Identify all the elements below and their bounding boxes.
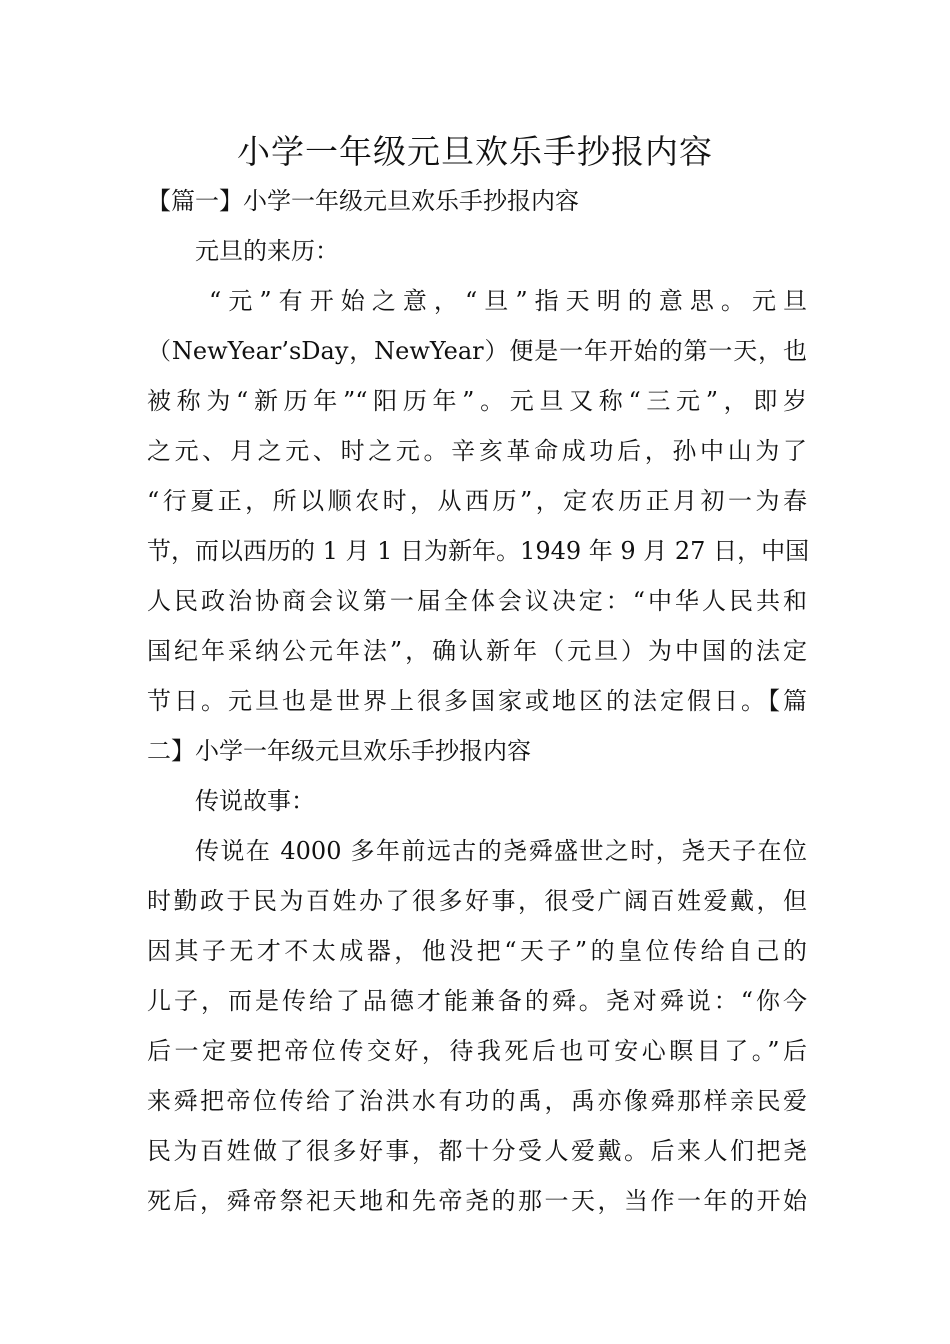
document-title: 小学一年级元旦欢乐手抄报内容 (237, 132, 713, 171)
paragraph-line: 民为百姓做了很多好事，都十分受人爱戴。后来人们把尧 (147, 1137, 807, 1165)
paragraph-line: 节日。元旦也是世界上很多国家或地区的法定假日。【篇 (147, 687, 807, 715)
section-heading-2: 二】小学一年级元旦欢乐手抄报内容 (147, 737, 531, 765)
paragraph-line: 时勤政于民为百姓办了很多好事，很受广阔百姓爱戴，但 (147, 887, 807, 915)
paragraph-line: 之元、月之元、时之元。辛亥革命成功后，孙中山为了 (147, 437, 807, 465)
paragraph-line: 被称为“新历年”“阳历年”。元旦又称“三元”，即岁 (147, 387, 807, 415)
paragraph-line: “行夏正，所以顺农时，从西历”，定农历正月初一为春 (147, 487, 807, 515)
paragraph-line: 国纪年采纳公元年法”，确认新年（元旦）为中国的法定 (147, 637, 807, 665)
paragraph-line: 节，而以西历的 1 月 1 日为新年。1949 年 9 月 27 日，中国 (147, 537, 810, 565)
section-heading-1: 【篇一】小学一年级元旦欢乐手抄报内容 (147, 187, 579, 215)
paragraph-line: 死后，舜帝祭祀天地和先帝尧的那一天，当作一年的开始 (147, 1187, 807, 1215)
paragraph-line: 传说在 4000 多年前远古的尧舜盛世之时，尧天子在位 (195, 837, 807, 865)
paragraph-line: 来舜把帝位传给了治洪水有功的禹，禹亦像舜那样亲民爱 (147, 1087, 807, 1115)
paragraph-line: 儿子，而是传给了品德才能兼备的舜。尧对舜说：“你今 (147, 987, 807, 1015)
paragraph-line: 人民政治协商会议第一届全体会议决定：“中华人民共和 (147, 587, 807, 615)
paragraph-line: 后一定要把帝位传交好，待我死后也可安心瞑目了。”后 (147, 1037, 807, 1065)
subheading-legend: 传说故事： (195, 787, 315, 815)
paragraph-line: “元”有开始之意，“旦”指天明的意思。元旦 (209, 287, 807, 315)
paragraph-line: 因其子无才不太成器，他没把“天子”的皇位传给自己的 (147, 937, 807, 965)
paragraph-line: （NewYear’sDay，NewYear）便是一年开始的第一天，也 (147, 337, 807, 365)
document-body (147, 176, 810, 1226)
subheading-origin: 元旦的来历： (195, 237, 339, 265)
